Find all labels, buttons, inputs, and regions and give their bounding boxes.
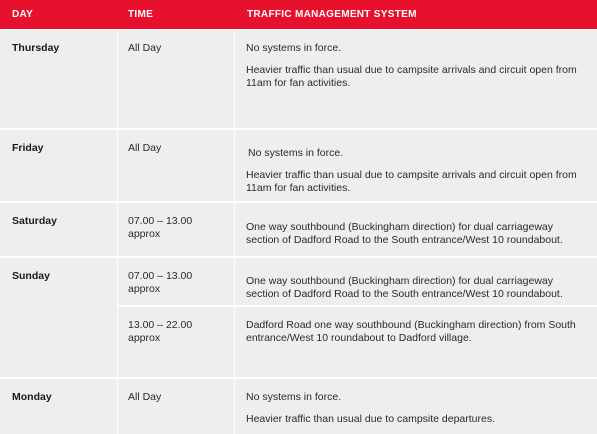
header-day: DAY — [12, 9, 34, 20]
row-sunday-system-2 — [235, 307, 597, 377]
row-thursday-system — [235, 30, 597, 128]
row-thursday-system-line2: Heavier traffic than usual due to campsite arrivals and circuit open from 11am for fan activities. — [246, 64, 577, 89]
row-thursday-system-line1: No systems in force. — [246, 42, 342, 54]
table-header — [0, 0, 597, 29]
row-sunday-time-1: 07.00 – 13.00 approx — [118, 258, 234, 305]
row-friday-day: Friday — [0, 130, 117, 201]
row-monday-system-line1: No systems in force. — [246, 391, 342, 403]
row-saturday-system — [235, 203, 597, 256]
row-saturday-day: Saturday — [0, 203, 117, 256]
row-monday-system-line2: Heavier traffic than usual due to campsite departures. — [246, 413, 496, 425]
row-thursday-time: All Day — [118, 30, 234, 128]
row-monday-time: All Day — [118, 379, 234, 434]
header-traffic-system: TRAFFIC MANAGEMENT SYSTEM — [247, 9, 417, 20]
row-monday-day: Monday — [0, 379, 117, 434]
row-sunday-time-2: 13.00 – 22.00 approx — [118, 307, 234, 377]
row-saturday-system-line1: One way southbound (Buckingham direction) for dual carriageway section of Dadford Road to the South entrance/West 10 roundabout. — [246, 221, 563, 246]
row-thursday-day: Thursday — [0, 30, 117, 128]
row-friday-system — [235, 130, 597, 201]
row-friday-system-line2: Heavier traffic than usual due to campsite arrivals and circuit open from 11am for fan activities. — [246, 169, 577, 194]
row-monday-system — [235, 379, 597, 434]
row-friday-system-line1: No systems in force. — [248, 147, 344, 159]
row-sunday-day: Sunday — [0, 258, 117, 377]
row-sunday-system-1 — [235, 258, 597, 305]
header-time: TIME — [128, 9, 154, 20]
row-friday-time: All Day — [118, 130, 234, 201]
row-saturday-time: 07.00 – 13.00 approx — [118, 203, 234, 256]
row-sunday-system-1-line1: One way southbound (Buckingham direction) for dual carriageway section of Dadford Road to the South entrance/West 10 roundabout. — [246, 275, 563, 300]
row-sunday-system-2-line1: Dadford Road one way southbound (Buckingham direction) from South entrance/West 10 roundabout to Dadford village. — [246, 319, 576, 344]
